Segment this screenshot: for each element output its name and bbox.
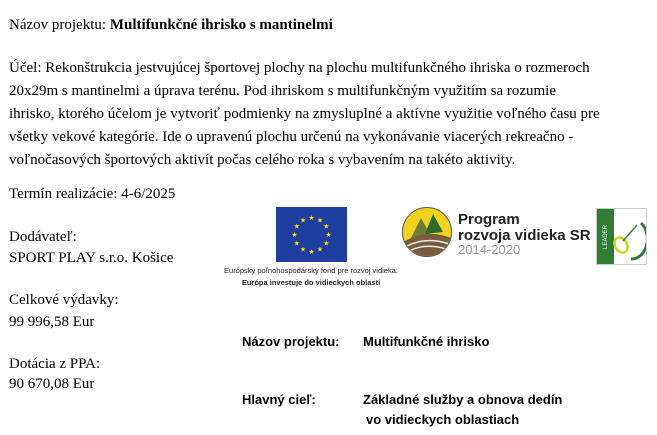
purpose-line: Účel: Rekonštrukcia jestvujúcej športovej plochy na plochu multifunkčného ihriska o rozmeroch bbox=[9, 60, 590, 76]
eu-star-icon: ★ bbox=[293, 239, 300, 248]
eu-star-icon: ★ bbox=[323, 222, 330, 231]
title-value: Multifunkčné ihrisko s mantinelmi bbox=[109, 17, 333, 33]
purpose-line: všetky vekové kategórie. Ide o upravenú plochu určenú na vykonávanie viacerých rekreačno - bbox=[9, 129, 574, 145]
board-goal-line2: vo vidieckych oblastiach bbox=[366, 412, 520, 427]
eu-star-icon: ★ bbox=[325, 231, 332, 239]
program-logo bbox=[402, 207, 452, 257]
program-line2: rozvoja vidieka SR bbox=[458, 227, 591, 244]
grant-label: Dotácia z PPA: bbox=[9, 356, 101, 372]
eu-star-icon: ★ bbox=[299, 245, 307, 254]
purpose-line: voľnočasových športových aktivít počas celého roka s vybavením na takéto aktivity. bbox=[9, 152, 516, 168]
term: Termín realizácie: 4-6/2025 bbox=[9, 186, 176, 202]
eu-star-icon: ★ bbox=[308, 214, 315, 222]
board-goal-line1: Základné služby a obnova dedín bbox=[363, 392, 563, 407]
eu-caption-bold: Európa investuje do vidieckych oblastí bbox=[241, 278, 381, 287]
eu-caption: Európsky poľnohospodársky fond pre rozvoj vidieka: bbox=[224, 266, 398, 275]
eu-star-icon: ★ bbox=[323, 239, 330, 248]
project-title bbox=[9, 16, 333, 34]
program-line3: 2014-2020 bbox=[458, 242, 521, 257]
eu-star-icon: ★ bbox=[316, 245, 324, 254]
supplier-label: Dodávateľ: bbox=[9, 229, 77, 245]
supplier: SPORT PLAY s.r.o. Košice bbox=[9, 250, 174, 266]
program-line1: Program bbox=[458, 211, 520, 228]
eu-flag-logo bbox=[276, 207, 347, 262]
purpose-line: ihrisko, ktorého účelom je vytvoriť podmienky na zmysluplné a aktívne využitie voľného času pre bbox=[9, 106, 600, 122]
eu-star-icon: ★ bbox=[316, 216, 324, 225]
board-name-label: Názov projektu: bbox=[242, 334, 340, 349]
board-goal-label: Hlavný cieľ: bbox=[242, 392, 316, 407]
purpose-line: 20x29m s mantinelmi a úprava terénu. Pod ihriskom s multifunkčným využitím sa rozumie bbox=[9, 83, 556, 99]
title-label: Názov projektu: bbox=[9, 17, 107, 33]
eu-star-icon: ★ bbox=[299, 216, 307, 225]
leader-logo bbox=[596, 208, 647, 265]
eu-star-icon: ★ bbox=[293, 222, 300, 231]
board-name-value: Multifunkčné ihrisko bbox=[363, 334, 490, 349]
eu-star-icon: ★ bbox=[308, 248, 315, 256]
leader-text: LEADER bbox=[603, 224, 609, 249]
total: 99 996,58 Eur bbox=[9, 314, 95, 330]
grant: 90 670,08 Eur bbox=[9, 376, 95, 392]
total-label: Celkové výdavky: bbox=[9, 292, 119, 308]
eu-star-icon: ★ bbox=[291, 231, 298, 239]
